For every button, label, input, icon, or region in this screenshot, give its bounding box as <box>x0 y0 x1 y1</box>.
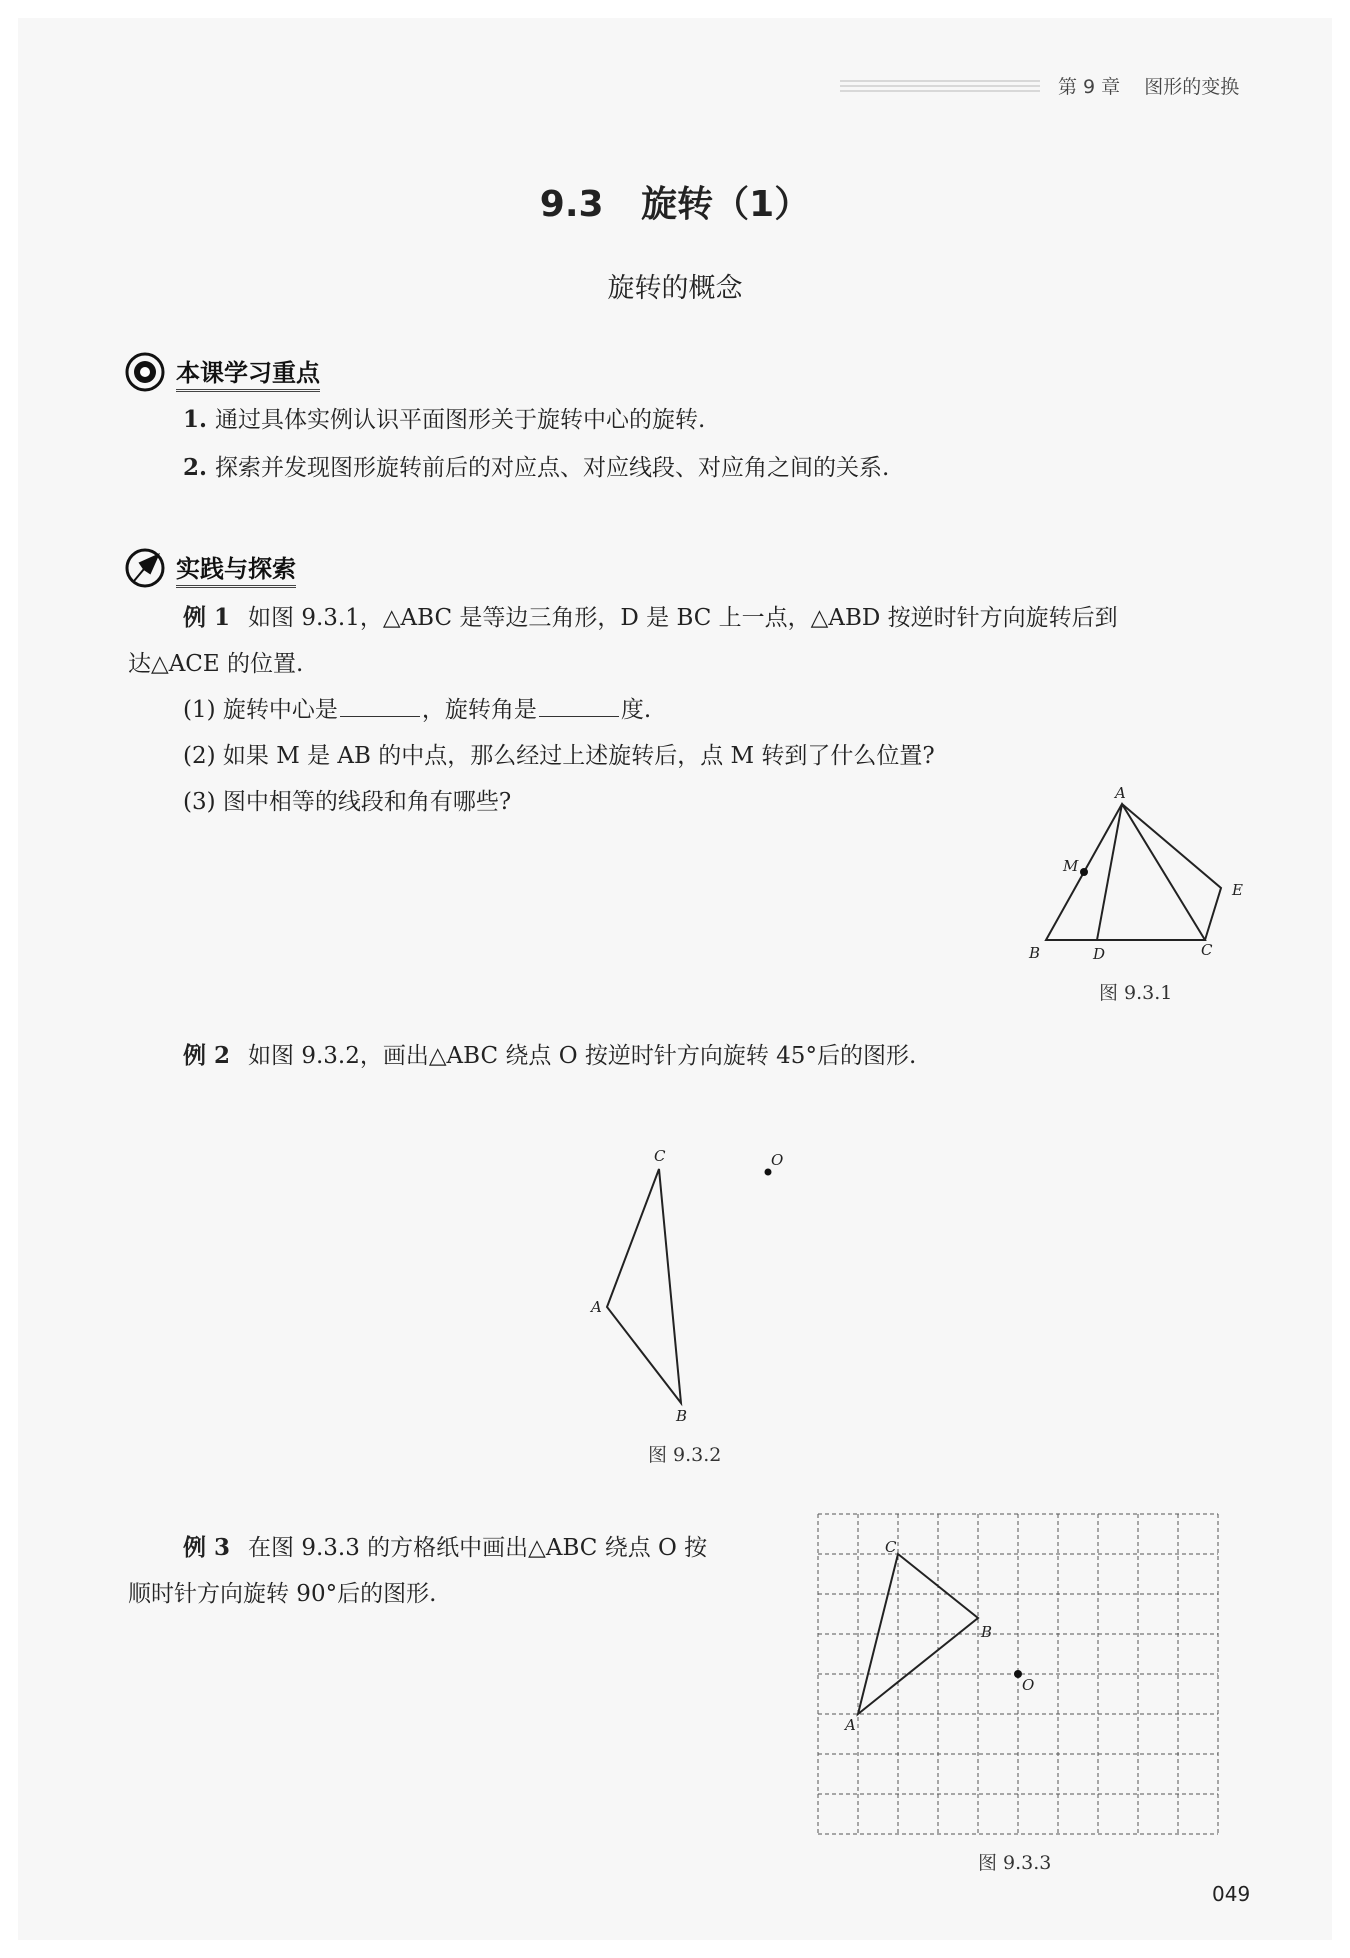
label-a: A <box>1115 784 1126 802</box>
point-m <box>1080 868 1088 876</box>
header-chapter: 第 9 章 <box>1058 76 1121 98</box>
label-b: B <box>981 1623 993 1641</box>
figure-9-3-2 <box>580 1135 800 1435</box>
rocket-icon <box>124 547 166 589</box>
point-o <box>1014 1670 1022 1678</box>
figure-caption: 图 9.3.3 <box>978 1852 1052 1874</box>
figure-caption: 图 9.3.2 <box>648 1444 722 1466</box>
label-c: C <box>885 1538 897 1556</box>
example1-question3: (3) 图中相等的线段和角有哪些? <box>183 789 512 815</box>
page-title: 9.3 旋转（1） <box>539 184 811 225</box>
figure-9-3-3 <box>812 1510 1222 1850</box>
header-text <box>1058 72 1239 99</box>
section-practice <box>124 548 296 588</box>
label-b: B <box>1029 944 1041 962</box>
key-point-1: 1. 通过具体实例认识平面图形关于旋转中心的旋转. <box>183 406 706 433</box>
key-point-2: 2. 探索并发现图形旋转前后的对应点、对应线段、对应角之间的关系. <box>183 454 890 481</box>
label-a: A <box>591 1298 602 1316</box>
example3-line1: 例 3 在图 9.3.3 的方格纸中画出△ABC 绕点 O 按 <box>183 1534 708 1561</box>
section-key-points <box>124 352 320 392</box>
figure-caption: 图 9.3.1 <box>1099 982 1173 1004</box>
example-label: 例 2 <box>183 1042 231 1069</box>
header-chapter-title: 图形的变换 <box>1144 76 1240 98</box>
section-title: 本课学习重点 <box>176 353 320 392</box>
header-decoration <box>840 80 1040 96</box>
label-o: O <box>1022 1676 1035 1694</box>
example2-line: 例 2 如图 9.3.2，画出△ABC 绕点 O 按逆时针方向旋转 45°后的图形. <box>183 1042 917 1069</box>
label-o: O <box>771 1151 784 1169</box>
label-a: A <box>845 1716 856 1734</box>
triangle-abc <box>607 1169 681 1403</box>
section-title: 实践与探索 <box>176 549 296 588</box>
triangle-ace-sides <box>1122 804 1221 940</box>
label-d: D <box>1093 945 1106 963</box>
example1-question1: (1) 旋转中心是 ，旋转角是 度. <box>183 694 651 726</box>
label-m: M <box>1063 857 1079 875</box>
answer-blank[interactable] <box>340 694 420 717</box>
example1-question2: (2) 如果 M 是 AB 的中点，那么经过上述旋转后，点 M 转到了什么位置? <box>183 743 935 769</box>
example1-line2: 达△ACE 的位置. <box>128 651 304 677</box>
page-number: 049 <box>1212 1882 1251 1906</box>
label-e: E <box>1232 881 1243 899</box>
page-subtitle: 旋转的概念 <box>607 273 743 304</box>
figure-9-3-1 <box>1015 778 1275 968</box>
label-b: B <box>676 1407 688 1425</box>
answer-blank[interactable] <box>539 694 619 717</box>
example-label: 例 3 <box>183 1534 231 1561</box>
example-label: 例 1 <box>183 604 231 631</box>
example3-line2: 顺时针方向旋转 90°后的图形. <box>128 1581 437 1607</box>
label-c: C <box>654 1147 666 1165</box>
target-icon <box>124 351 166 393</box>
label-c: C <box>1201 941 1213 959</box>
point-o <box>765 1169 772 1176</box>
example1-line1: 例 1 如图 9.3.1，△ABC 是等边三角形，D 是 BC 上一点，△ABD 按逆时针方向旋转后到 <box>183 604 1118 631</box>
